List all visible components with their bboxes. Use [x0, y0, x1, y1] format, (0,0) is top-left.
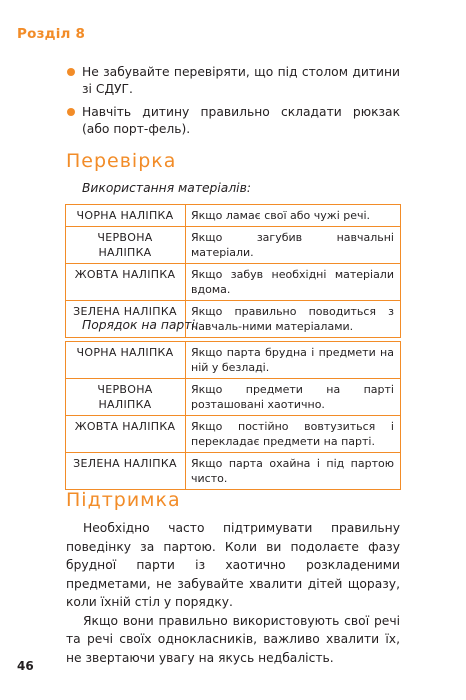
bullet-dot-icon: [67, 108, 75, 116]
bullet-text: Не забувайте перевіряти, що під столом дитини зі СДУГ.: [82, 65, 400, 96]
sticker-description: Якщо предмети на парті розташовані хаотично.: [186, 379, 401, 416]
sticker-description: Якщо постійно вовтузиться і перекладає предмети на парті.: [186, 416, 401, 453]
paragraph: Необхідно часто підтримувати правильну поведінку за партою. Коли ви подолаєте фазу брудної парти із хаотично розкладеними предметами, не забувайте хвалити дітей щоразу, коли їхній стіл у порядку.: [66, 521, 400, 609]
table-caption-desk-order: Порядок на парті:: [82, 318, 199, 332]
table-row: [66, 453, 401, 490]
sticker-description: Якщо забув необхідні матеріали вдома.: [186, 264, 401, 301]
table-row: [66, 205, 401, 227]
bullet-text: Навчіть дитину правильно складати рюкзак (або порт-фель).: [82, 105, 400, 136]
bullet-list: [82, 64, 400, 144]
sticker-name: ЧОРНА НАЛІПКА: [66, 205, 186, 227]
section-heading-check: Перевірка: [66, 150, 177, 172]
table-row: [66, 227, 401, 264]
support-body: [66, 519, 400, 667]
paragraph: Якщо вони правильно використовують свої речі та речі своїх однокласників, важливо хвалити їх, не звертаючи увагу на якусь недбалість.: [66, 613, 400, 665]
section-label: Розділ 8: [17, 26, 86, 42]
sticker-description: Якщо загубив навчальні матеріали.: [186, 227, 401, 264]
sticker-name: ЗЕЛЕНА НАЛІПКА: [66, 453, 186, 490]
sticker-name: ЗЕЛЕНА НАЛІПКА: [66, 301, 186, 338]
bullet-dot-icon: [67, 68, 75, 76]
sticker-description: Якщо ламає свої або чужі речі.: [186, 205, 401, 227]
bullet-item: [82, 104, 400, 138]
sticker-description: Якщо правильно поводиться з навчаль-ними матеріалами.: [186, 301, 401, 338]
page-number: 46: [17, 659, 34, 673]
bullet-item: [82, 64, 400, 98]
sticker-name: ЧЕРВОНА НАЛІПКА: [66, 379, 186, 416]
section-heading-support: Підтримка: [66, 489, 181, 511]
sticker-name: ЖОВТА НАЛІПКА: [66, 264, 186, 301]
table-row: [66, 416, 401, 453]
sticker-description: Якщо парта брудна і предмети на ній у безладі.: [186, 342, 401, 379]
sticker-description: Якщо парта охайна і під партою чисто.: [186, 453, 401, 490]
table-caption-materials: Використання матеріалів:: [82, 181, 251, 195]
sticker-name: ЖОВТА НАЛІПКА: [66, 416, 186, 453]
table-row: [66, 264, 401, 301]
sticker-name: ЧЕРВОНА НАЛІПКА: [66, 227, 186, 264]
table-row: [66, 379, 401, 416]
table-row: [66, 342, 401, 379]
sticker-name: ЧОРНА НАЛІПКА: [66, 342, 186, 379]
desk-order-table: [65, 341, 401, 490]
